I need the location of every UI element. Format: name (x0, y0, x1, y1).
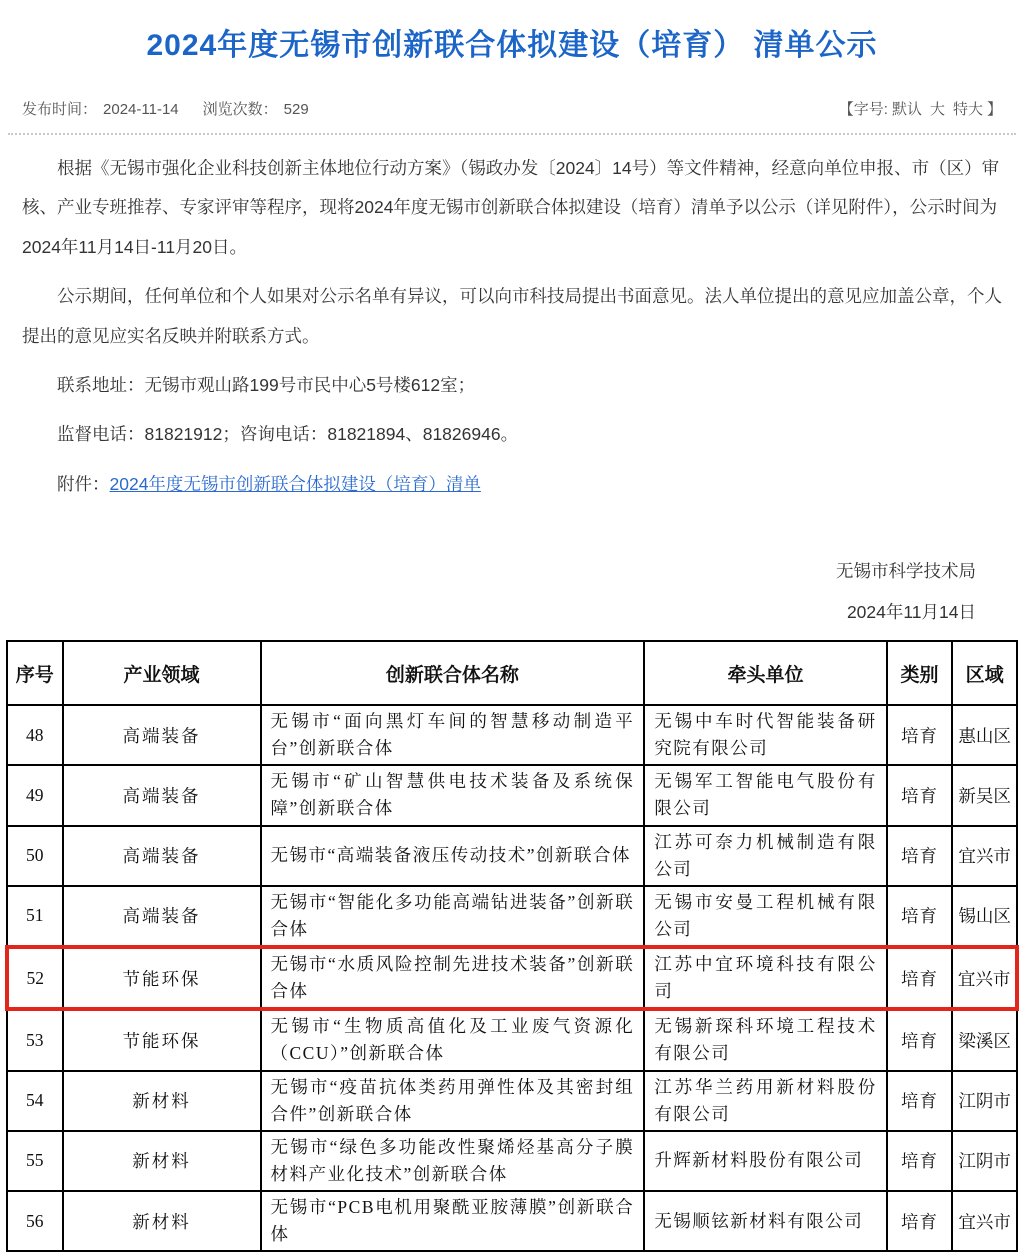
cell-industry: 新材料 (63, 1071, 261, 1131)
header-lead: 牵头单位 (644, 641, 886, 705)
signature-org: 无锡市科学技术局 (836, 561, 976, 581)
table-body (7, 705, 1017, 1251)
cell-lead: 升辉新材料股份有限公司 (644, 1131, 886, 1191)
dotted-divider (8, 133, 1016, 135)
cell-category: 培育 (887, 1009, 953, 1070)
signature-block (48, 558, 976, 624)
table-row (7, 705, 1017, 765)
cell-name: 无锡市“矿山智慧供电技术装备及系统保障”创新联合体 (261, 765, 645, 825)
table-header-row (7, 641, 1017, 705)
cell-industry: 高端装备 (63, 826, 261, 886)
table-row-highlighted (7, 947, 1017, 1009)
cell-region: 江阴市 (952, 1071, 1017, 1131)
cell-no: 54 (7, 1071, 63, 1131)
cell-lead: 无锡军工智能电气股份有限公司 (644, 765, 886, 825)
cell-lead: 无锡市安曼工程机械有限公司 (644, 886, 886, 947)
cell-name: 无锡市“面向黑灯车间的智慧移动制造平台”创新联合体 (261, 705, 645, 765)
views-label: 浏览次数： (202, 101, 278, 118)
page-title: 2024年度无锡市创新联合体拟建设（培育） 清单公示 (146, 29, 878, 62)
cell-no: 49 (7, 765, 63, 825)
cell-lead: 江苏可奈力机械制造有限公司 (644, 826, 886, 886)
cell-no: 55 (7, 1131, 63, 1191)
cell-category: 培育 (887, 1131, 953, 1191)
views-count: 529 (283, 101, 309, 118)
meta-row (22, 98, 1002, 119)
table-row (7, 1131, 1017, 1191)
cell-industry: 高端装备 (63, 705, 261, 765)
fontsize-large-button[interactable]: 大 (929, 101, 945, 118)
cell-no: 48 (7, 705, 63, 765)
cell-name: 无锡市“生物质高值化及工业废气资源化（CCU）”创新联合体 (261, 1009, 645, 1070)
header-region: 区域 (952, 641, 1017, 705)
cell-category: 培育 (887, 826, 953, 886)
attachment-link[interactable]: 2024年度无锡市创新联合体拟建设（培育）清单 (109, 473, 481, 494)
cell-lead: 江苏华兰药用新材料股份有限公司 (644, 1071, 886, 1131)
cell-industry: 新材料 (63, 1191, 261, 1251)
cell-lead: 江苏中宜环境科技有限公司 (644, 947, 886, 1009)
table-row (7, 886, 1017, 947)
table-row (7, 1071, 1017, 1131)
cell-industry: 节能环保 (63, 947, 261, 1009)
cell-name: 无锡市“绿色多功能改性聚烯烃基高分子膜材料产业化技术”创新联合体 (261, 1131, 645, 1191)
cell-region: 新吴区 (952, 765, 1017, 825)
notice-page (0, 20, 1024, 1252)
cell-region: 惠山区 (952, 705, 1017, 765)
cell-category: 培育 (887, 1071, 953, 1131)
cell-name: 无锡市“智能化多功能高端钻进装备”创新联合体 (261, 886, 645, 947)
paragraph-objection: 公示期间，任何单位和个人如果对公示名单有异议，可以向市科技局提出书面意见。法人单位提出的意见应加盖公章，个人提出的意见应实名反映并附联系方式。 (22, 286, 1002, 346)
header-category: 类别 (887, 641, 953, 705)
cell-no: 52 (7, 947, 63, 1009)
cell-name: 无锡市“高端装备液压传动技术”创新联合体 (261, 826, 645, 886)
header-no: 序号 (7, 641, 63, 705)
fontsize-suffix: 】 (986, 101, 1002, 118)
cell-region: 宜兴市 (952, 826, 1017, 886)
cell-region: 锡山区 (952, 886, 1017, 947)
cell-no: 53 (7, 1009, 63, 1070)
header-name: 创新联合体名称 (261, 641, 645, 705)
fontsize-default-button[interactable]: 默认 (891, 101, 922, 118)
cell-name: 无锡市“水质风险控制先进技术装备”创新联合体 (261, 947, 645, 1009)
cell-region: 江阴市 (952, 1131, 1017, 1191)
contact-address: 联系地址：无锡市观山路199号市民中心5号楼612室； (57, 374, 476, 395)
contact-phone: 监督电话：81821912；咨询电话：81821894、81826946。 (57, 424, 519, 445)
cell-name: 无锡市“疫苗抗体类药用弹性体及其密封组合件”创新联合体 (261, 1071, 645, 1131)
table-row (7, 765, 1017, 825)
fontsize-prefix: 【字号: (838, 101, 888, 118)
publish-date: 2024-11-14 (103, 101, 179, 118)
publish-info (22, 98, 315, 119)
cell-no: 50 (7, 826, 63, 886)
notice-body (22, 149, 1002, 504)
signature-date: 2024年11月14日 (846, 602, 976, 622)
attachment-label: 附件： (57, 473, 110, 494)
header-industry: 产业领域 (63, 641, 261, 705)
cell-region: 宜兴市 (952, 1191, 1017, 1251)
paragraph-basis: 根据《无锡市强化企业科技创新主体地位行动方案》（锡政办发〔2024〕14号）等文件精神，经意向单位申报、市（区）审核、产业专班推荐、专家评审等程序，现将2024年度无锡市创新联合体拟建设（培育）清单予以公示（详见附件），公示时间为2024年11月14日-11月20日。 (22, 158, 1000, 257)
fontsize-xlarge-button[interactable]: 特大 (952, 101, 983, 118)
table-row (7, 1009, 1017, 1070)
cell-industry: 节能环保 (63, 1009, 261, 1070)
table-row (7, 1191, 1017, 1251)
cell-no: 51 (7, 886, 63, 947)
cell-region: 梁溪区 (952, 1009, 1017, 1070)
cell-region: 宜兴市 (952, 947, 1017, 1009)
cell-lead: 无锡顺铉新材料有限公司 (644, 1191, 886, 1251)
cell-name: 无锡市“PCB电机用聚酰亚胺薄膜”创新联合体 (261, 1191, 645, 1251)
fontsize-control (839, 98, 1002, 119)
cell-category: 培育 (887, 705, 953, 765)
attachment-line (22, 465, 1002, 504)
cell-lead: 无锡新琛科环境工程技术有限公司 (644, 1009, 886, 1070)
publish-label: 发布时间： (22, 101, 98, 118)
table-row (7, 826, 1017, 886)
consortium-table (5, 640, 1019, 1252)
cell-lead: 无锡中车时代智能装备研究院有限公司 (644, 705, 886, 765)
cell-category: 培育 (887, 1191, 953, 1251)
cell-category: 培育 (887, 886, 953, 947)
cell-no: 56 (7, 1191, 63, 1251)
cell-industry: 高端装备 (63, 886, 261, 947)
cell-industry: 高端装备 (63, 765, 261, 825)
cell-industry: 新材料 (63, 1131, 261, 1191)
cell-category: 培育 (887, 765, 953, 825)
cell-category: 培育 (887, 947, 953, 1009)
